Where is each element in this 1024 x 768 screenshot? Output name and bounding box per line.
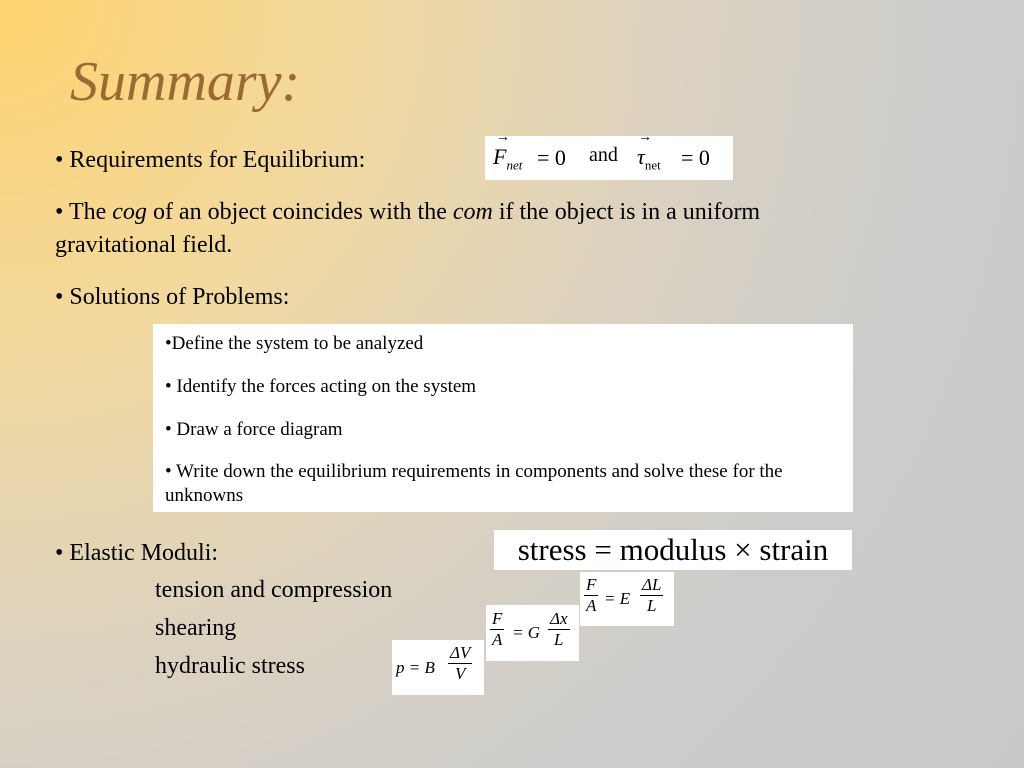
cog-bullet: • The cog of an object coincides with the com if the object is in a uniform <box>55 199 761 225</box>
force-vector-symbol: → $F_{net}$ <box>493 130 523 173</box>
shearing-formula: $\frac{F}{A}$ = G $\frac{\Delta x}{L}$ <box>486 605 579 661</box>
hydraulic-formula: p = B $\frac{\Delta V}{V}$ <box>392 640 484 695</box>
solutions-bullet: • Solutions of Problems: <box>55 284 290 310</box>
slide-title: Summary: <box>70 51 301 113</box>
solution-steps-box <box>153 324 853 512</box>
equilibrium-bullet: • Requirements for Equilibrium: <box>55 147 366 173</box>
cog-bullet-line2: gravitational field. <box>55 232 233 258</box>
shearing-label: shearing <box>155 615 237 641</box>
elastic-bullet: • Elastic Moduli: <box>55 540 219 566</box>
tension-label: tension and compression <box>155 577 393 603</box>
equals-zero: = 0 <box>537 145 566 170</box>
hydraulic-label: hydraulic stress <box>155 653 305 679</box>
equals-zero-2: = 0 <box>681 145 710 170</box>
step-item: •Define the system to be analyzed <box>165 333 424 354</box>
step-item: • Write down the equilibrium requirements in components and solve these for the unknowns <box>165 461 783 506</box>
and-word: and <box>589 144 618 166</box>
step-item: • Draw a force diagram <box>165 418 343 440</box>
tension-formula: $\frac{F}{A}$ = E $\frac{\Delta L}{L}$ <box>580 572 674 626</box>
step-item: • Identify the forces acting on the system <box>165 375 477 397</box>
equilibrium-equation <box>485 130 733 180</box>
stress-equation: stress = modulus × strain <box>494 530 852 570</box>
torque-vector-symbol: → $\tau_{net}$ <box>637 130 661 173</box>
